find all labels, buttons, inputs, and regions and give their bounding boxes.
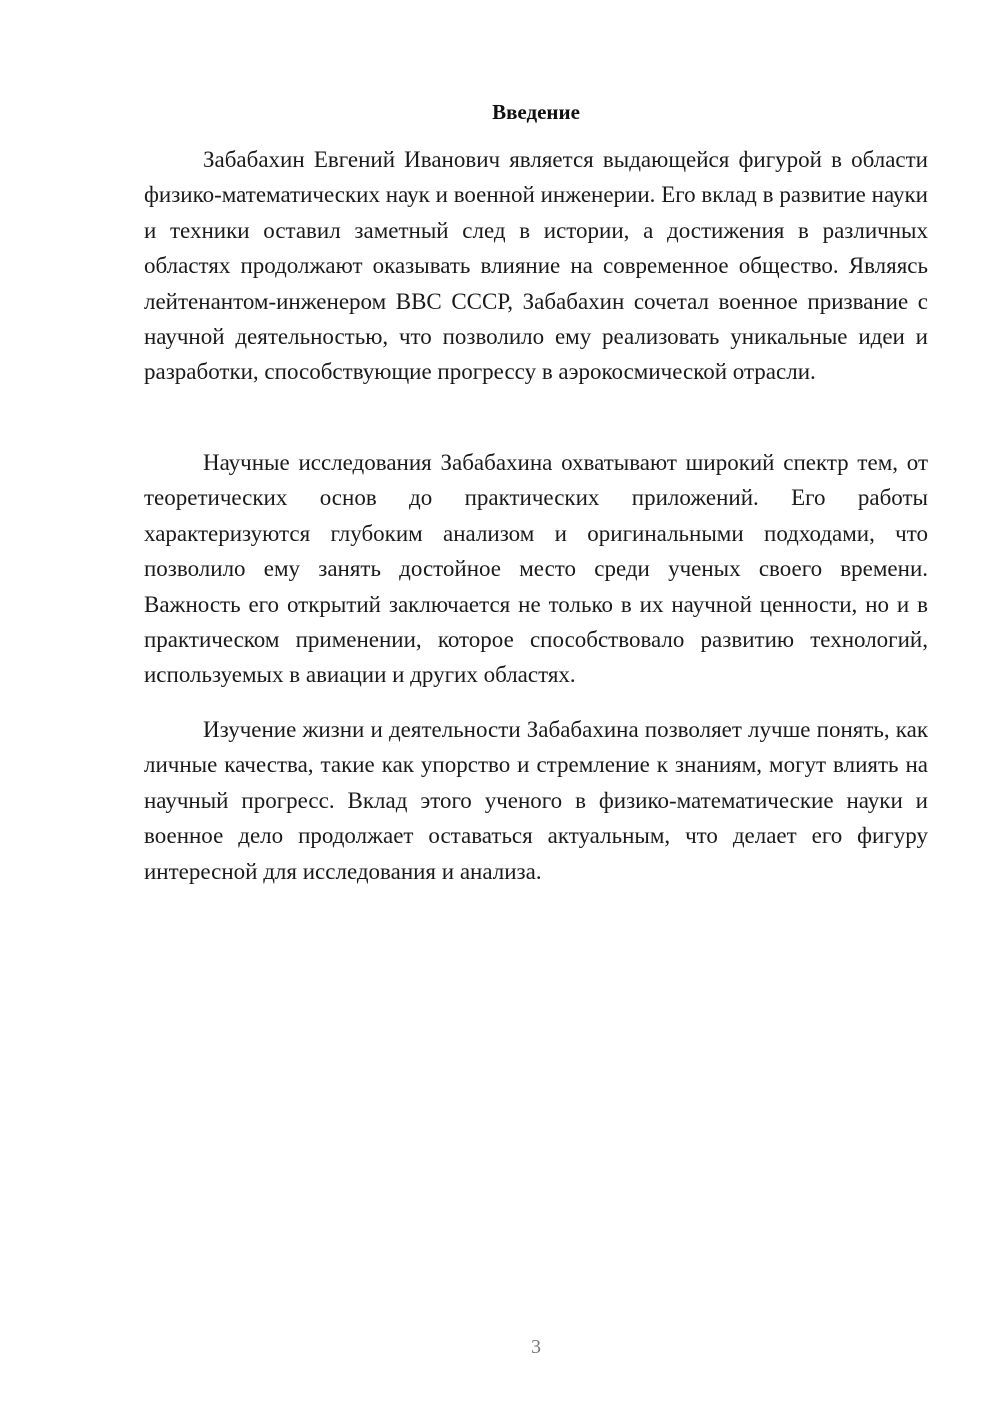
paragraph-2: Научные исследования Забабахина охватывают широкий спектр тем, от теоретических основ до практических приложений. Его работы характеризуются глубоким анализом и оригинальными подходами, что позволило ему занять достойное место среди ученых своего времени. Важность его открытий заключается не только в их научной ценности, но и в практическом применении, которое способствовало развитию технологий, используемых в авиации и других областях.	[144, 450, 928, 688]
paragraph-1: Забабахин Евгений Иванович является выдающейся фигурой в области физико-математических наук и военной инженерии. Его вклад в развитие науки и техники оставил заметный след в истории, а достижения в различных областях продолжают оказывать влияние на современное общество. Являясь лейтенантом-инженером ВВС СССР, Забабахин сочетал военное призвание с научной деятельностью, что позволило ему реализовать уникальные идеи и разработки, способствующие прогрессу в аэрокосмической отрасли.	[144, 147, 928, 385]
section-heading: Введение	[492, 100, 580, 124]
paragraph-3: Изучение жизни и деятельности Забабахина позволяет лучше понять, как личные качества, такие как упорство и стремление к знаниям, могут влиять на научный прогресс. Вклад этого ученого в физико-математические науки и военное дело продолжает оставаться актуальным, что делает его фигуру интересной для исследования и анализа.	[144, 717, 928, 884]
page-number: 3	[531, 1336, 541, 1358]
